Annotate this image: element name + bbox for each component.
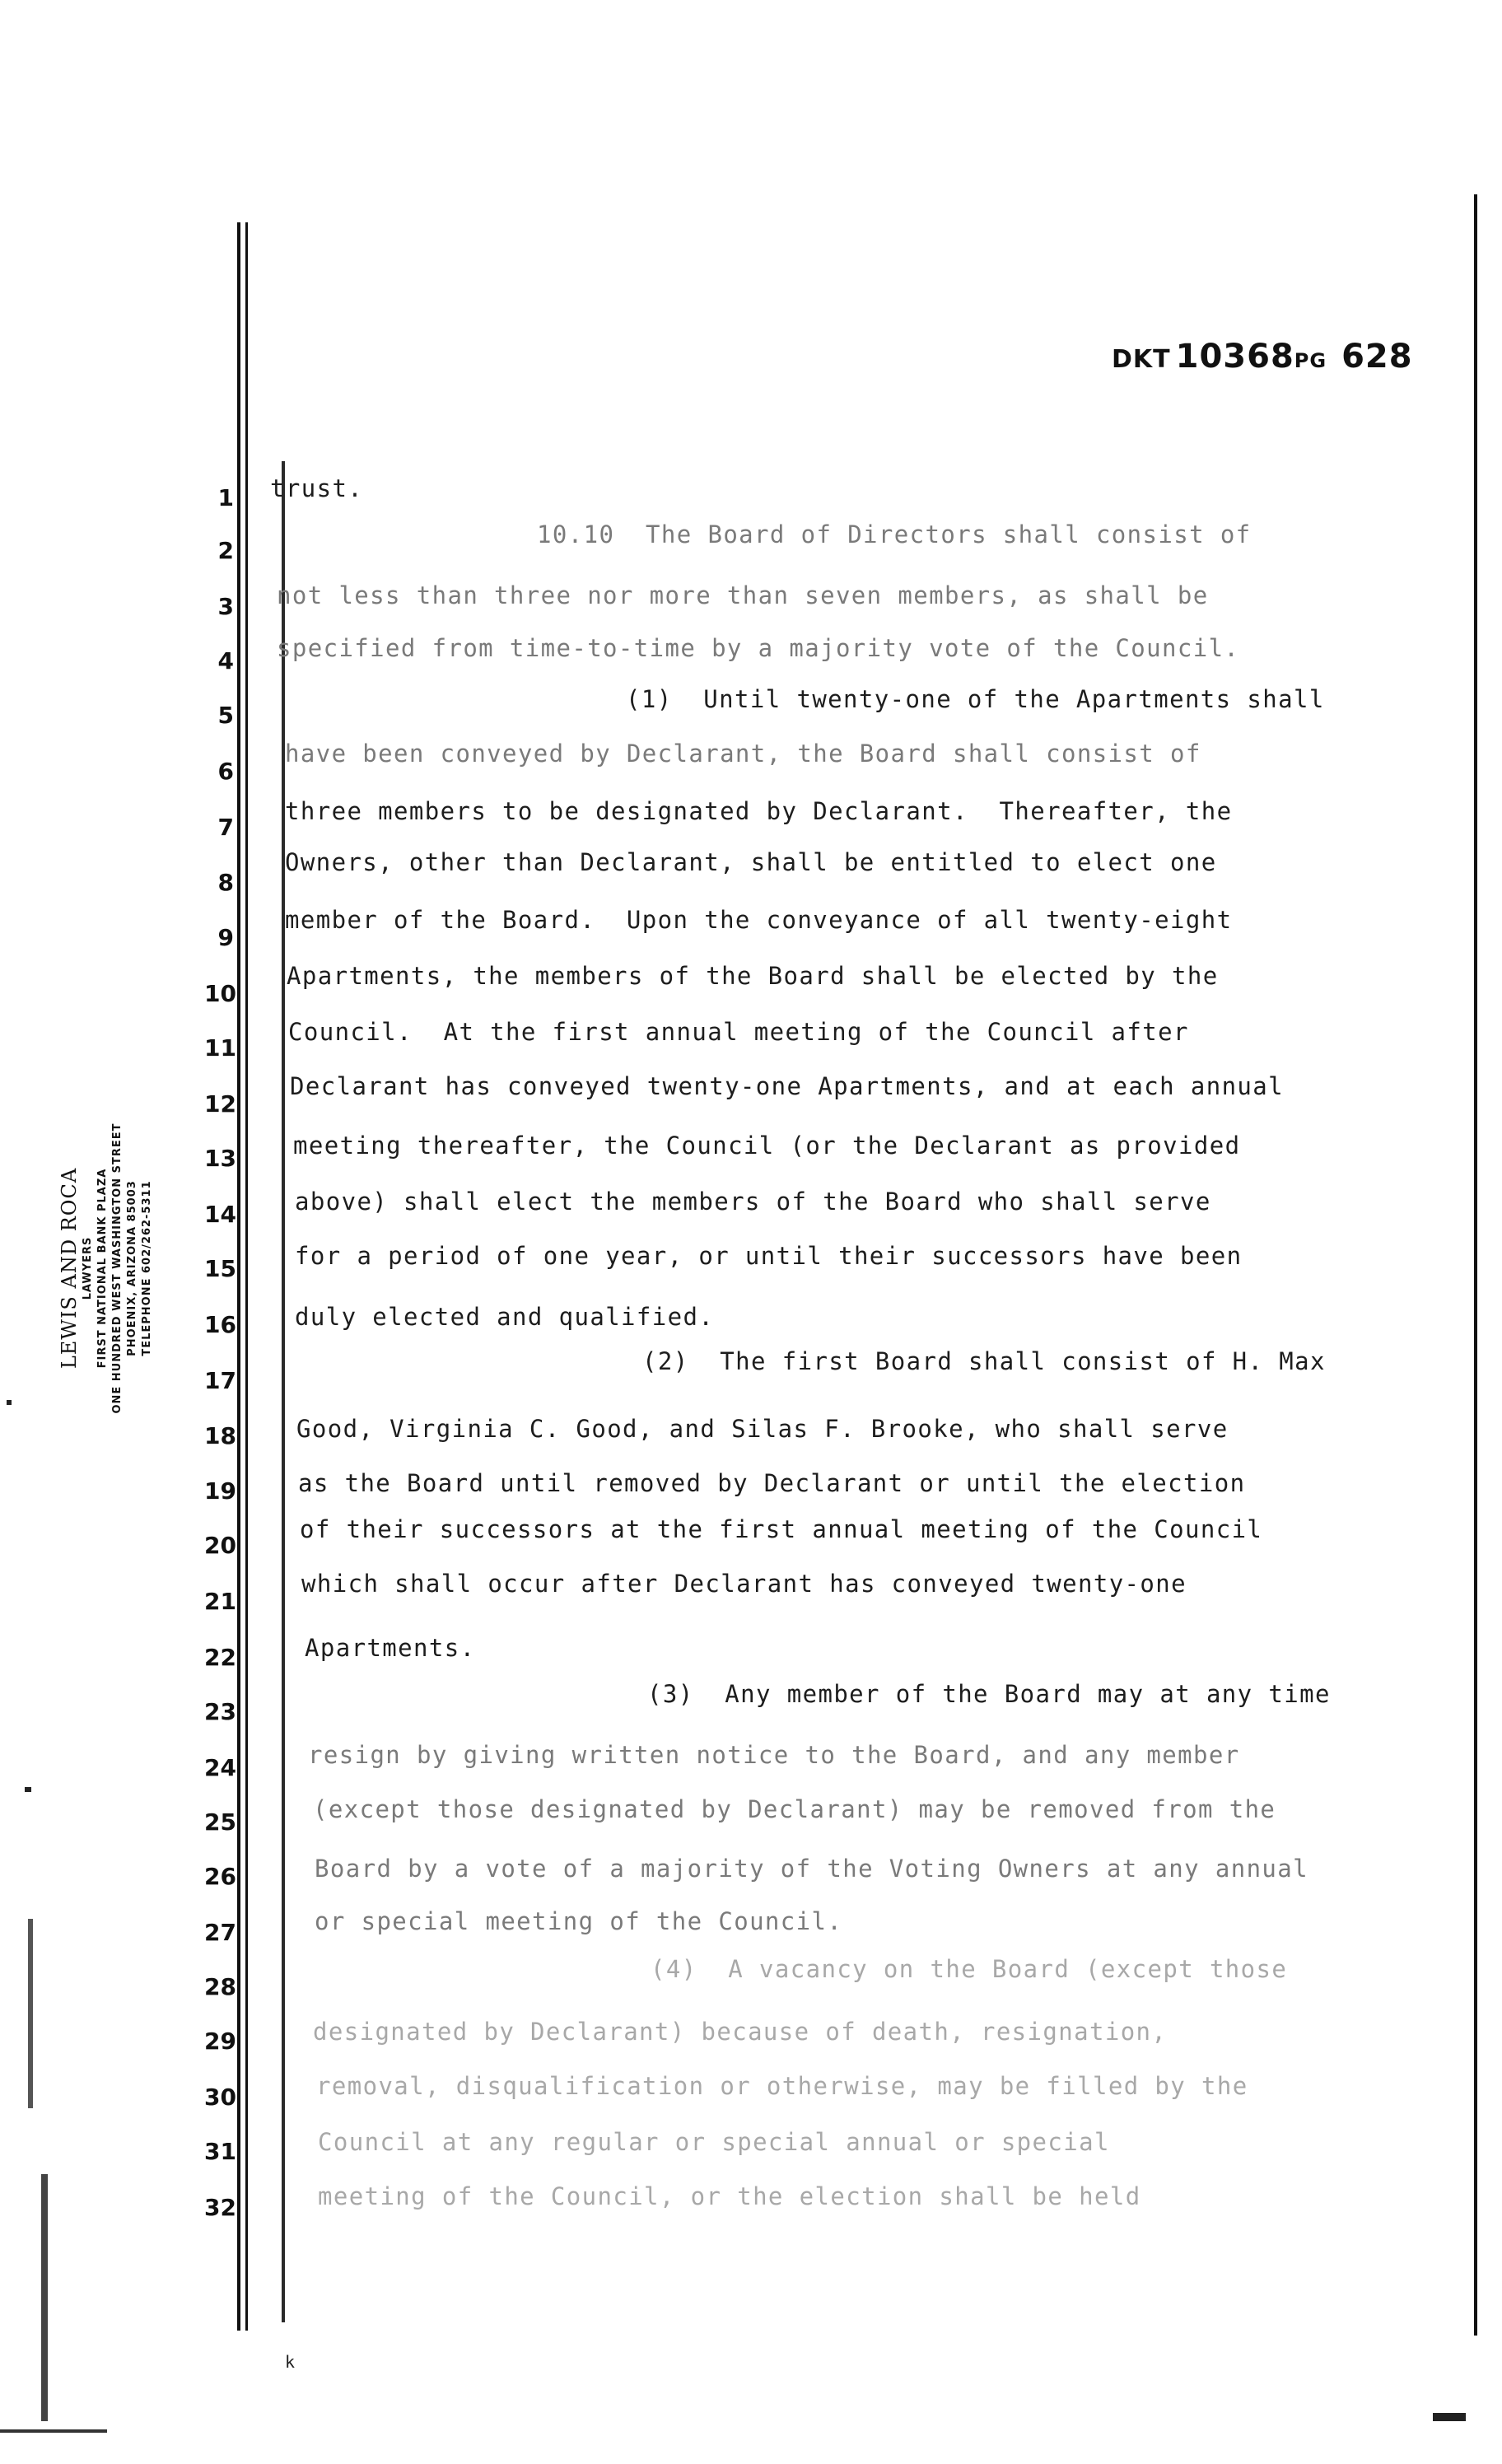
text-line: have been conveyed by Declarant, the Board shall consist of xyxy=(285,740,1201,768)
text-line: for a period of one year, or until their successors have been xyxy=(295,1242,1243,1270)
line-number: 4 xyxy=(217,647,234,674)
line-number: 12 xyxy=(204,1090,236,1118)
book-prefix: DKT xyxy=(1112,345,1171,374)
line-number: 26 xyxy=(204,1863,236,1890)
right-margin-rule xyxy=(1474,194,1477,2336)
footer-mark: k xyxy=(285,2352,296,2372)
scan-speck xyxy=(25,1787,31,1792)
law-firm-imprint xyxy=(58,1095,181,1441)
scan-edge-mark xyxy=(41,2174,48,2421)
line-number: 15 xyxy=(204,1255,236,1282)
text-line: Council. At the first annual meeting of the Council after xyxy=(288,1018,1189,1046)
text-line: resign by giving written notice to the Board, and any member xyxy=(308,1741,1240,1769)
left-margin-rule xyxy=(237,222,240,2331)
text-line: (4) A vacancy on the Board (except those xyxy=(651,1955,1288,1983)
text-line: duly elected and qualified. xyxy=(295,1303,715,1331)
firm-address-2: ONE HUNDRED WEST WASHINGTON STREET xyxy=(111,1122,124,1414)
text-line: Board by a vote of a majority of the Voting Owners at any annual xyxy=(315,1855,1309,1883)
line-number: 23 xyxy=(204,1698,236,1725)
firm-type: LAWYERS xyxy=(82,1236,94,1300)
text-line: meeting thereafter, the Council (or the Declarant as provided xyxy=(293,1132,1241,1160)
line-number: 16 xyxy=(204,1311,236,1338)
line-number: 6 xyxy=(217,758,234,785)
line-number: 22 xyxy=(204,1644,236,1671)
line-number: 21 xyxy=(204,1588,236,1615)
line-number: 24 xyxy=(204,1754,236,1781)
line-number: 13 xyxy=(204,1145,236,1172)
scan-edge-mark xyxy=(28,1919,33,2108)
line-number: 17 xyxy=(204,1367,236,1394)
page-number: 628 xyxy=(1341,338,1413,376)
text-line: meeting of the Council, or the election shall be held xyxy=(318,2182,1141,2210)
text-line: designated by Declarant) because of death, resignation, xyxy=(313,2018,1168,2046)
text-line: Apartments. xyxy=(305,1634,476,1662)
text-line: (1) Until twenty-one of the Apartments shall xyxy=(626,685,1325,713)
line-number: 18 xyxy=(204,1422,236,1449)
line-number: 10 xyxy=(204,980,236,1007)
text-line: above) shall elect the members of the Board who shall serve xyxy=(295,1188,1211,1216)
page-prefix: PG xyxy=(1294,349,1327,372)
line-number: 19 xyxy=(204,1477,236,1505)
text-line: (2) The first Board shall consist of H. Max xyxy=(642,1347,1326,1375)
text-line: Owners, other than Declarant, shall be entitled to elect one xyxy=(285,848,1217,876)
line-number: 11 xyxy=(204,1034,236,1062)
line-number: 28 xyxy=(204,1973,236,2000)
book-number: 10368 xyxy=(1175,338,1294,376)
text-line: as the Board until removed by Declarant or until the election xyxy=(298,1469,1246,1497)
firm-address-1: FIRST NATIONAL BANK PLAZA xyxy=(96,1168,109,1369)
scan-bottom-mark xyxy=(1433,2413,1466,2421)
line-number: 31 xyxy=(204,2138,236,2165)
text-line: member of the Board. Upon the conveyance of all twenty-eight xyxy=(285,906,1233,934)
firm-city: PHOENIX, ARIZONA 85003 xyxy=(126,1180,138,1356)
scan-speck xyxy=(7,1400,12,1405)
text-line: (except those designated by Declarant) may be removed from the xyxy=(313,1795,1276,1823)
line-number: 7 xyxy=(217,814,234,841)
text-line: not less than three nor more than seven members, as shall be xyxy=(277,581,1209,609)
line-number: 9 xyxy=(217,924,234,951)
text-line: of their successors at the first annual meeting of the Council xyxy=(300,1515,1263,1543)
text-line: Declarant has conveyed twenty-one Apartments, and at each annual xyxy=(290,1072,1285,1100)
line-number: 8 xyxy=(217,869,234,896)
text-line: (3) Any member of the Board may at any time xyxy=(647,1680,1331,1708)
text-line: Council at any regular or special annual or special xyxy=(318,2128,1110,2156)
line-number: 25 xyxy=(204,1808,236,1836)
text-line: Good, Virginia C. Good, and Silas F. Brooke, who shall serve xyxy=(296,1415,1229,1443)
line-number: 20 xyxy=(204,1532,236,1559)
text-line: Apartments, the members of the Board shall be elected by the xyxy=(287,962,1219,990)
line-number: 1 xyxy=(217,484,234,511)
firm-telephone: TELEPHONE 602/262-5311 xyxy=(141,1180,153,1356)
line-number: 27 xyxy=(204,1919,236,1946)
text-line: which shall occur after Declarant has conveyed twenty-one xyxy=(301,1570,1187,1598)
left-margin-rule-inner xyxy=(245,222,248,2331)
docket-page-stamp xyxy=(1112,338,1413,376)
text-line: removal, disqualification or otherwise, may be filled by the xyxy=(316,2072,1248,2100)
line-number: 29 xyxy=(204,2028,236,2055)
line-number: 2 xyxy=(217,537,234,564)
text-line: or special meeting of the Council. xyxy=(315,1907,843,1935)
line-number: 3 xyxy=(217,593,234,620)
firm-name: LEWIS AND ROCA xyxy=(58,1167,81,1370)
line-number: 32 xyxy=(204,2194,236,2221)
text-line: three members to be designated by Declarant. Thereafter, the xyxy=(285,797,1233,825)
text-line: trust. xyxy=(270,474,364,502)
text-line: 10.10 The Board of Directors shall consist of xyxy=(537,520,1252,548)
line-number: 30 xyxy=(204,2084,236,2111)
scan-bottom-mark xyxy=(0,2429,107,2433)
text-line: specified from time-to-time by a majority vote of the Council. xyxy=(277,634,1240,662)
line-number: 14 xyxy=(204,1201,236,1228)
line-number: 5 xyxy=(217,702,234,729)
